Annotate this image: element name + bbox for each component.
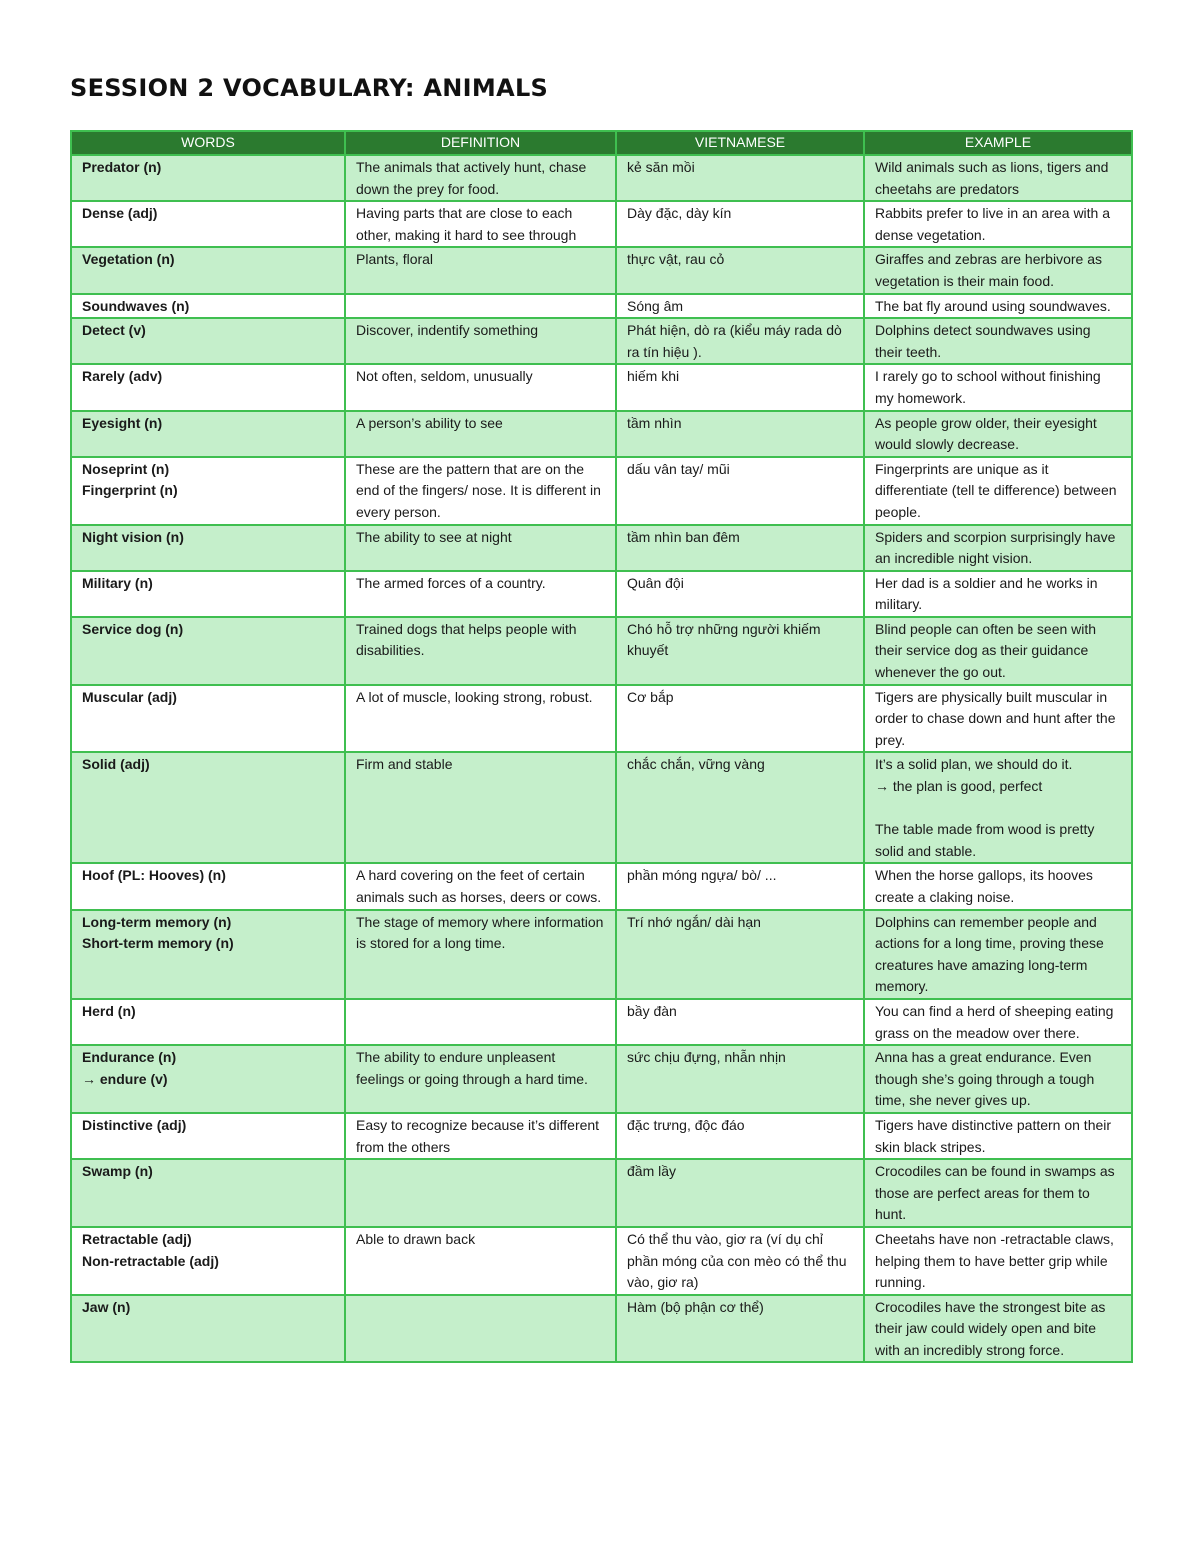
vietnamese-cell: Cơ bắp: [616, 685, 864, 753]
table-row: [71, 1227, 1132, 1295]
word-cell: Solid (adj): [71, 752, 345, 863]
table-row: [71, 617, 1132, 685]
example-cell: Crocodiles have the strongest bite as their jaw could widely open and bite with an incredibly strong force.: [864, 1295, 1132, 1363]
example-cell: I rarely go to school without finishing my homework.: [864, 364, 1132, 410]
example-cell: Dolphins can remember people and actions for a long time, proving these creatures have amazing long-term memory.: [864, 910, 1132, 999]
vietnamese-cell: bầy đàn: [616, 999, 864, 1045]
example-cell: Fingerprints are unique as it differentiate (tell te difference) between people.: [864, 457, 1132, 525]
word-cell: Jaw (n): [71, 1295, 345, 1363]
vietnamese-cell: tầm nhìn ban đêm: [616, 525, 864, 571]
word-cell: Detect (v): [71, 318, 345, 364]
table-row: [71, 863, 1132, 909]
vietnamese-cell: tầm nhìn: [616, 411, 864, 457]
vietnamese-cell: Có thể thu vào, giơ ra (ví dụ chỉ phần móng của con mèo có thể thu vào, giơ ra): [616, 1227, 864, 1295]
definition-cell: Discover, indentify something: [345, 318, 616, 364]
example-cell: As people grow older, their eyesight would slowly decrease.: [864, 411, 1132, 457]
definition-cell: The animals that actively hunt, chase down the prey for food.: [345, 155, 616, 201]
table-row: [71, 411, 1132, 457]
column-header-definition: DEFINITION: [345, 131, 616, 155]
vietnamese-cell: Sóng âm: [616, 294, 864, 319]
vietnamese-cell: Dày đặc, dày kín: [616, 201, 864, 247]
word-cell: Vegetation (n): [71, 247, 345, 293]
table-row: [71, 910, 1132, 999]
table-body: [71, 155, 1132, 1362]
vietnamese-cell: chắc chắn, vững vàng: [616, 752, 864, 863]
page-title: SESSION 2 VOCABULARY: ANIMALS: [70, 74, 549, 102]
vietnamese-cell: Trí nhớ ngắn/ dài hạn: [616, 910, 864, 999]
example-cell: Anna has a great endurance. Even though she’s going through a tough time, she never gives up.: [864, 1045, 1132, 1113]
table-row: [71, 752, 1132, 863]
example-cell: Spiders and scorpion surprisingly have an incredible night vision.: [864, 525, 1132, 571]
definition-cell: [345, 1295, 616, 1363]
table-row: [71, 247, 1132, 293]
word-cell: Swamp (n): [71, 1159, 345, 1227]
table-row: [71, 685, 1132, 753]
column-header-vietnamese: VIETNAMESE: [616, 131, 864, 155]
vietnamese-cell: sức chịu đựng, nhẫn nhịn: [616, 1045, 864, 1113]
word-cell: Predator (n): [71, 155, 345, 201]
definition-cell: Plants, floral: [345, 247, 616, 293]
example-cell: Tigers have distinctive pattern on their skin black stripes.: [864, 1113, 1132, 1159]
word-cell: Retractable (adj) Non-retractable (adj): [71, 1227, 345, 1295]
table-row: [71, 364, 1132, 410]
example-cell: Crocodiles can be found in swamps as those are perfect areas for them to hunt.: [864, 1159, 1132, 1227]
table-row: [71, 525, 1132, 571]
word-cell: Service dog (n): [71, 617, 345, 685]
definition-cell: Easy to recognize because it’s different from the others: [345, 1113, 616, 1159]
word-cell: Eyesight (n): [71, 411, 345, 457]
example-cell: Giraffes and zebras are herbivore as vegetation is their main food.: [864, 247, 1132, 293]
column-header-example: EXAMPLE: [864, 131, 1132, 155]
word-cell: Distinctive (adj): [71, 1113, 345, 1159]
definition-cell: The ability to endure unpleasent feelings or going through a hard time.: [345, 1045, 616, 1113]
word-cell: Military (n): [71, 571, 345, 617]
example-cell: Her dad is a soldier and he works in military.: [864, 571, 1132, 617]
vocabulary-table: [70, 130, 1133, 1363]
table-row: [71, 457, 1132, 525]
vietnamese-cell: Chó hỗ trợ những người khiếm khuyết: [616, 617, 864, 685]
definition-cell: The ability to see at night: [345, 525, 616, 571]
definition-cell: These are the pattern that are on the end of the fingers/ nose. It is different in every person.: [345, 457, 616, 525]
vietnamese-cell: Quân đội: [616, 571, 864, 617]
table-row: [71, 155, 1132, 201]
table-header-row: [71, 131, 1132, 155]
example-cell: Dolphins detect soundwaves using their teeth.: [864, 318, 1132, 364]
vietnamese-cell: kẻ săn mồi: [616, 155, 864, 201]
example-cell: When the horse gallops, its hooves create a claking noise.: [864, 863, 1132, 909]
table-row: [71, 1113, 1132, 1159]
definition-cell: [345, 1159, 616, 1227]
definition-cell: The stage of memory where information is stored for a long time.: [345, 910, 616, 999]
definition-cell: Able to drawn back: [345, 1227, 616, 1295]
table-row: [71, 318, 1132, 364]
table-row: [71, 1159, 1132, 1227]
vietnamese-cell: đặc trưng, độc đáo: [616, 1113, 864, 1159]
word-cell: Night vision (n): [71, 525, 345, 571]
definition-cell: Trained dogs that helps people with disabilities.: [345, 617, 616, 685]
example-cell: Wild animals such as lions, tigers and cheetahs are predators: [864, 155, 1132, 201]
definition-cell: A lot of muscle, looking strong, robust.: [345, 685, 616, 753]
example-cell: Blind people can often be seen with their service dog as their guidance whenever the go out.: [864, 617, 1132, 685]
definition-cell: A hard covering on the feet of certain animals such as horses, deers or cows.: [345, 863, 616, 909]
word-cell: Noseprint (n) Fingerprint (n): [71, 457, 345, 525]
word-cell: Hoof (PL: Hooves) (n): [71, 863, 345, 909]
definition-cell: The armed forces of a country.: [345, 571, 616, 617]
table-row: [71, 999, 1132, 1045]
word-cell: Muscular (adj): [71, 685, 345, 753]
definition-cell: Firm and stable: [345, 752, 616, 863]
word-cell: Soundwaves (n): [71, 294, 345, 319]
word-cell: Dense (adj): [71, 201, 345, 247]
vietnamese-cell: đầm lầy: [616, 1159, 864, 1227]
vietnamese-cell: Phát hiện, dò ra (kiểu máy rada dò ra tín hiệu ).: [616, 318, 864, 364]
example-cell: Cheetahs have non -retractable claws, helping them to have better grip while running.: [864, 1227, 1132, 1295]
definition-cell: Not often, seldom, unusually: [345, 364, 616, 410]
example-cell: It’s a solid plan, we should do it. → the plan is good, perfect The table made from wood is pretty solid and stable.: [864, 752, 1132, 863]
definition-cell: [345, 294, 616, 319]
vietnamese-cell: dấu vân tay/ mũi: [616, 457, 864, 525]
vietnamese-cell: Hàm (bộ phận cơ thể): [616, 1295, 864, 1363]
table-row: [71, 1045, 1132, 1113]
table-row: [71, 571, 1132, 617]
table-row: [71, 1295, 1132, 1363]
word-cell: Herd (n): [71, 999, 345, 1045]
example-cell: You can find a herd of sheeping eating grass on the meadow over there.: [864, 999, 1132, 1045]
example-cell: Tigers are physically built muscular in order to chase down and hunt after the prey.: [864, 685, 1132, 753]
definition-cell: A person’s ability to see: [345, 411, 616, 457]
word-cell: Endurance (n) → endure (v): [71, 1045, 345, 1113]
column-header-words: WORDS: [71, 131, 345, 155]
vietnamese-cell: hiếm khi: [616, 364, 864, 410]
definition-cell: [345, 999, 616, 1045]
vietnamese-cell: thực vật, rau cỏ: [616, 247, 864, 293]
definition-cell: Having parts that are close to each other, making it hard to see through: [345, 201, 616, 247]
word-cell: Long-term memory (n) Short-term memory (n): [71, 910, 345, 999]
word-cell: Rarely (adv): [71, 364, 345, 410]
table-row: [71, 201, 1132, 247]
table-row: [71, 294, 1132, 319]
vietnamese-cell: phần móng ngựa/ bò/ ...: [616, 863, 864, 909]
example-cell: The bat fly around using soundwaves.: [864, 294, 1132, 319]
example-cell: Rabbits prefer to live in an area with a dense vegetation.: [864, 201, 1132, 247]
